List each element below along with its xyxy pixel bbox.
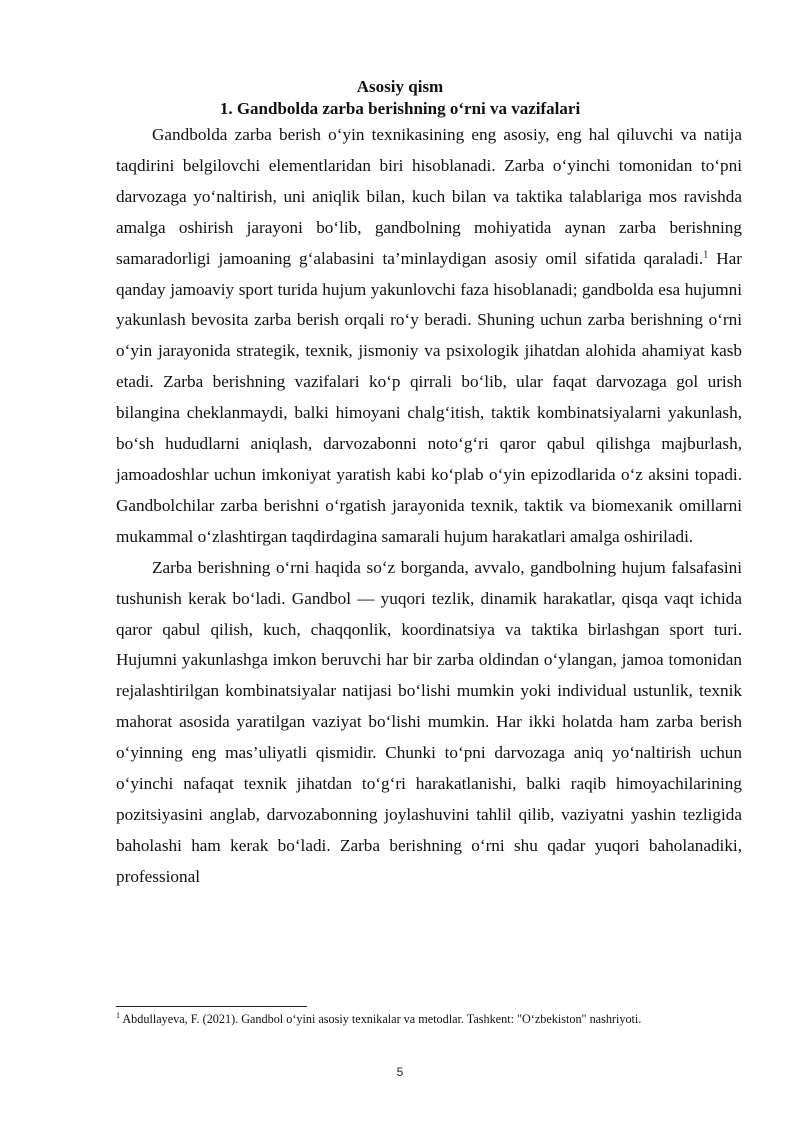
footnote-reference[interactable]: 1 — [703, 248, 709, 260]
section-heading: Asosiy qism — [356, 77, 444, 96]
page-number: 5 — [396, 1065, 404, 1079]
paragraph-1 — [116, 120, 742, 553]
footnote-separator — [116, 1006, 307, 1007]
footnote-text: Abdullayeva, F. (2021). Gandbol o‘yini asosiy texnikalar va metodlar. Tashkent: "O‘zbekiston" nashriyoti. — [120, 1012, 642, 1026]
chapter-title: 1. Gandbolda zarba berishning o‘rni va vazifalari — [219, 99, 581, 118]
paragraph-1-text-end: Har qanday jamoaviy sport turida hujum yakunlovchi faza hisoblanadi; gandbolda esa hujumni yakunlash bevosita zarba berish orqali ro‘y beradi. Shuning uchun zarba berishning o‘rni o‘yin jarayonida strategik, texnik, jismoniy va psixologik jihatdan alohida ahamiyat kasb etadi. Zarba berishning vazifalari ko‘p qirrali bo‘lib, ular faqat darvozaga gol urish bilangina cheklanmaydi, balki himoyani chalg‘itish, taktik kombinatsiyalarni yakunlash, bo‘sh hududlarni aniqlash, darvozabonni noto‘g‘ri qaror qabul qilishga majburlash, jamoadoshlar uchun imkoniyat yaratish kabi ko‘plab o‘yin epizodlarida o‘z aksini topadi. Gandbolchilar zarba berishni o‘rgatish jarayonida texnik, taktik va biomexanik omillarni mukammal o‘zlashtirgan taqdirdagina samarali hujum harakatlari amalga oshiriladi. — [116, 248, 743, 546]
paragraph-2: Zarba berishning o‘rni haqida so‘z borganda, avvalo, gandbolning hujum falsafasini tushunish kerak bo‘ladi. Gandbol — yuqori tezlik, dinamik harakatlar, qisqa vaqt ichida qaror qabul qilish, kuch, chaqqonlik, koordinatsiya va taktika birlashgan sport turi. Hujumni yakunlashga imkon beruvchi har bir zarba oldindan o‘ylangan, jamoa tomonidan rejalashtirilgan kombinatsiyalar natijasi bo‘lishi mumkin yoki individual ustunlik, texnik mahorat asosida yaratilgan vaziyat bo‘lishi mumkin. Har ikki holatda ham zarba berish o‘yinning eng mas’uliyatli qismidir. Chunki to‘pni darvozaga aniq yo‘naltirish uchun o‘yinchi nafaqat texnik jihatdan to‘g‘ri harakatlanishi, balki raqib himoyachilarining pozitsiyasini anglab, darvozabonning joylashuvini tahlil qilib, vaziyatni yashin tezligida baholashi ham kerak bo‘ladi. Zarba berishning o‘rni shu qadar yuqori baholanadiki, professional — [116, 557, 742, 886]
footnote — [116, 1011, 756, 1027]
body-text — [116, 120, 742, 893]
footnote-mark: 1 — [116, 1010, 120, 1020]
paragraph-1-text-start: Gandbolda zarba berish o‘yin texnikasining eng asosiy, eng hal qiluvchi va natija taqdirini belgilovchi elementlaridan biri hisoblanadi. Zarba o‘yinchi tomonidan to‘pni darvozaga yo‘naltirish, uni aniqlik bilan, kuch bilan va taktika talablariga mos ravishda amalga oshirish jarayoni bo‘lib, gandbolning mohiyatida aynan zarba berishning samaradorligi jamoaning g‘alabasini ta’minlaydigan asosiy omil sifatida qaraladi. — [116, 125, 742, 268]
